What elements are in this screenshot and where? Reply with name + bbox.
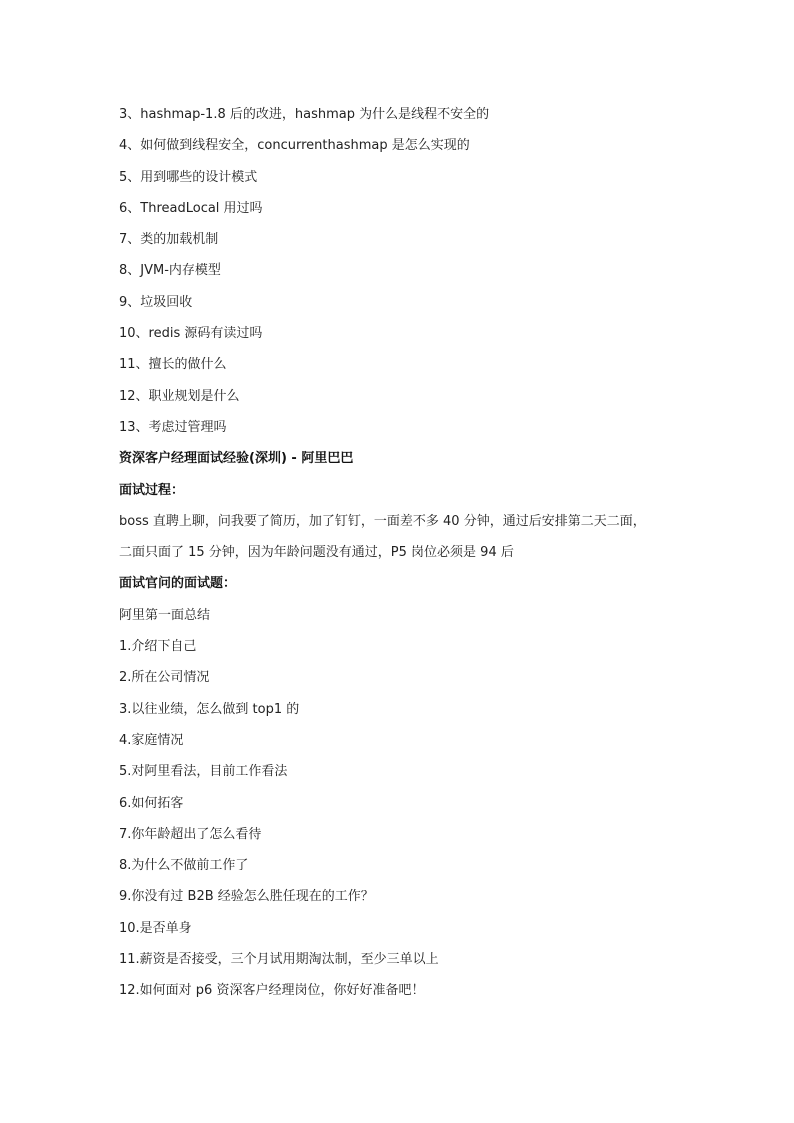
list-item: 13、考虑过管理吗 [119, 419, 227, 435]
list-item: 5、用到哪些的设计模式 [119, 169, 258, 185]
questions-heading: 面试官问的面试题： [119, 576, 237, 592]
list-item: 11、擅长的做什么 [119, 357, 227, 373]
list-item: 3.以往业绩，怎么做到 top1 的 [119, 701, 300, 717]
process-heading: 面试过程： [119, 482, 185, 498]
list-item: 12.如何面对 p6 资深客户经理岗位，你好好准备吧！ [119, 983, 425, 999]
list-item: 3、hashmap-1.8 后的改进，hashmap 为什么是线程不安全的 [119, 107, 490, 122]
list-item: 6.如何拓客 [119, 795, 184, 811]
list-item: 10、redis 源码有读过吗 [119, 326, 263, 342]
list-item: 1.介绍下自己 [119, 639, 197, 655]
list-item: 9.你没有过 B2B 经验怎么胜任现在的工作？ [119, 889, 374, 905]
list-item: 2.所在公司情况 [119, 670, 210, 686]
list-item: 6、ThreadLocal 用过吗 [119, 200, 263, 216]
list-item: 7、类的加载机制 [119, 232, 219, 248]
list-item: 8、JVM-内存模型 [119, 263, 221, 279]
list-item: 9、垃圾回收 [119, 294, 193, 310]
process-paragraph-line-2: 二面只面了 15 分钟，因为年龄问题没有通过，P5 岗位必须是 94 后 [119, 545, 514, 561]
list-item: 10.是否单身 [119, 920, 192, 936]
list-item: 5.对阿里看法，目前工作看法 [119, 764, 288, 780]
list-item: 12、职业规划是什么 [119, 388, 240, 404]
summary-title: 阿里第一面总结 [119, 607, 211, 623]
list-item: 4.家庭情况 [119, 732, 184, 748]
list-item: 11.薪资是否接受，三个月试用期淘汰制，至少三单以上 [119, 952, 439, 968]
list-item: 8.为什么不做前工作了 [119, 858, 249, 874]
list-item: 4、如何做到线程安全，concurrenthashmap 是怎么实现的 [119, 138, 470, 154]
process-paragraph-line-1: boss 直聘上聊，问我要了简历，加了钉钉，一面差不多 40 分钟，通过后安排第二天二面， [119, 513, 646, 529]
list-item: 7.你年龄超出了怎么看待 [119, 826, 262, 842]
document-body [119, 99, 679, 1007]
section-title: 资深客户经理面试经验(深圳) - 阿里巴巴 [119, 451, 354, 467]
